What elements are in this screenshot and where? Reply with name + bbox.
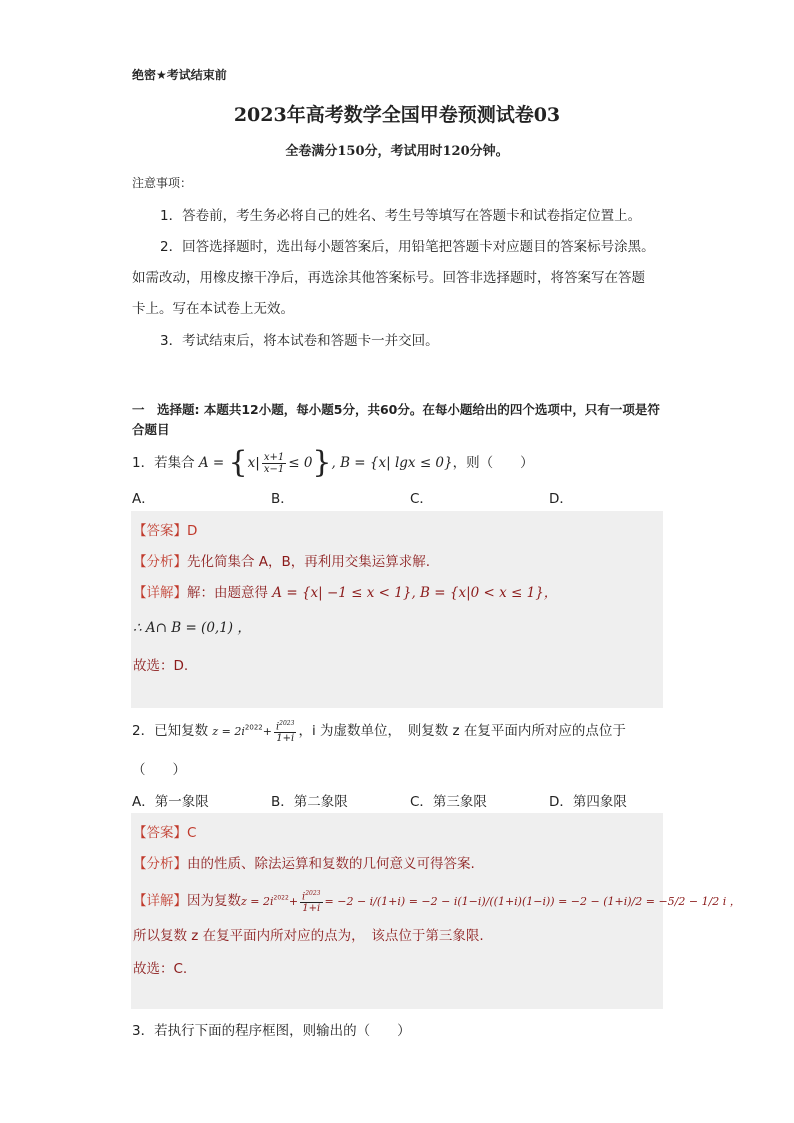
q2-detail: 【详解】因为复数$z = 2i^{2022}+$ $\frac{i^{2023}}{1+i}$ = −2 − i/(1+i) = −2 − i(1−i)/((1+i)(1−i)) = −2 − (1+i)/2 = −5/2 − 1/2 i ， (133, 890, 741, 915)
q1-answer: 【答案】D (133, 523, 198, 539)
q2-paren: （ ） (132, 762, 186, 778)
q1-setA-var: x (247, 455, 256, 471)
q2-detail-line2: 所以复数 z 在复平面内所对应的点为， 该点位于第三象限. (133, 928, 484, 944)
question-3: 3．若执行下面的程序框图，则输出的（ ） (132, 1023, 411, 1039)
q1-option-c[interactable]: C． (410, 491, 433, 507)
note-item-3: 3．考试结束后，将本试卷和答题卡一并交回。 (160, 333, 439, 349)
q2-prefix: 2．已知复数 (132, 723, 209, 740)
q2-z-lhs: z = 2i (212, 725, 245, 739)
q1-analysis: 【分析】先化简集合 A，B，再利用交集运算求解. (133, 554, 431, 570)
q2-option-a[interactable]: A．第一象限 (132, 794, 209, 810)
section-1-heading: 一 选择题: 本题共12小题，每小题5分，共60分。在每小题给出的四个选项中，只有一项是符合题目 (132, 402, 660, 437)
q1-option-b[interactable]: B． (271, 491, 294, 507)
q2-option-b[interactable]: B．第二象限 (271, 794, 348, 810)
q1-fraction: $\frac{x+1}{x-1}$ (263, 451, 285, 475)
q2-answer: 【答案】C (133, 825, 197, 841)
q2-analysis: 【分析】由的性质、除法运算和复数的几何意义可得答案. (133, 856, 475, 872)
q2-z-exp: 2022 (244, 723, 263, 732)
q1-left-brace: { (228, 445, 248, 480)
note-item-2-line3: 卡上。写在本试卷上无效。 (132, 301, 294, 317)
q1-solution-box (131, 511, 663, 708)
exam-title: 2023年高考数学全国甲卷预测试卷03 (233, 104, 561, 126)
q1-setA-rel: ≤ 0 (288, 455, 313, 471)
note-item-2-line1: 2．回答选择题时，选出每小题答案后，用铅笔把答题卡对应题目的答案标号涂黑。 (160, 239, 655, 255)
q2-option-d[interactable]: D．第四象限 (549, 794, 627, 810)
question-2: 2．已知复数 $z = 2i^{2022}+$ $\frac{i^{2023}}{1+i}$ ，i 为虚数单位， 则复数 z 在复平面内所对应的点位于 (132, 720, 626, 745)
note-item-1: 1．答卷前，考生务必将自己的姓名、考生号等填写在答题卡和试卷指定位置上。 (160, 208, 642, 224)
q1-suffix: ，则（ ） (452, 455, 534, 471)
q1-detail-line2: ∴ A∩ B = (0,1) ， (133, 620, 251, 636)
q1-setB: , B = {x| lgx ≤ 0} (331, 455, 453, 471)
question-1: 1．若集合 A = {x| $\frac{x+1}{x-1}$ ≤ 0}, B = {x| lgx ≤ 0}，则（ ） (132, 445, 534, 480)
q1-setA-lhs: A = (198, 455, 229, 471)
q1-option-a[interactable]: A． (132, 491, 155, 507)
secret-mark: 绝密★考试结束前 (132, 68, 227, 82)
exam-subtitle: 全卷满分150分，考试用时120分钟。 (285, 144, 509, 159)
q2-suffix: ，i 为虚数单位， 则复数 z 在复平面内所对应的点位于 (298, 723, 626, 740)
note-item-2-line2: 如需改动，用橡皮擦干净后，再选涂其他答案标号。回答非选择题时，将答案写在答题 (132, 270, 645, 286)
q1-detail: 【详解】解：由题意得 A = {x| −1 ≤ x < 1}, B = {x|0 < x ≤ 1}， (133, 585, 558, 601)
q2-conclusion: 故选：C. (133, 961, 188, 977)
q2-option-c[interactable]: C．第三象限 (410, 794, 487, 810)
q2-fraction: $\frac{i^{2023}}{1+i}$ (275, 720, 295, 745)
notes-heading: 注意事项： (132, 176, 193, 190)
q1-prefix: 1．若集合 (132, 455, 195, 471)
q1-conclusion: 故选：D. (133, 658, 189, 674)
q1-right-brace: } (312, 445, 332, 480)
q1-option-d[interactable]: D． (549, 491, 573, 507)
